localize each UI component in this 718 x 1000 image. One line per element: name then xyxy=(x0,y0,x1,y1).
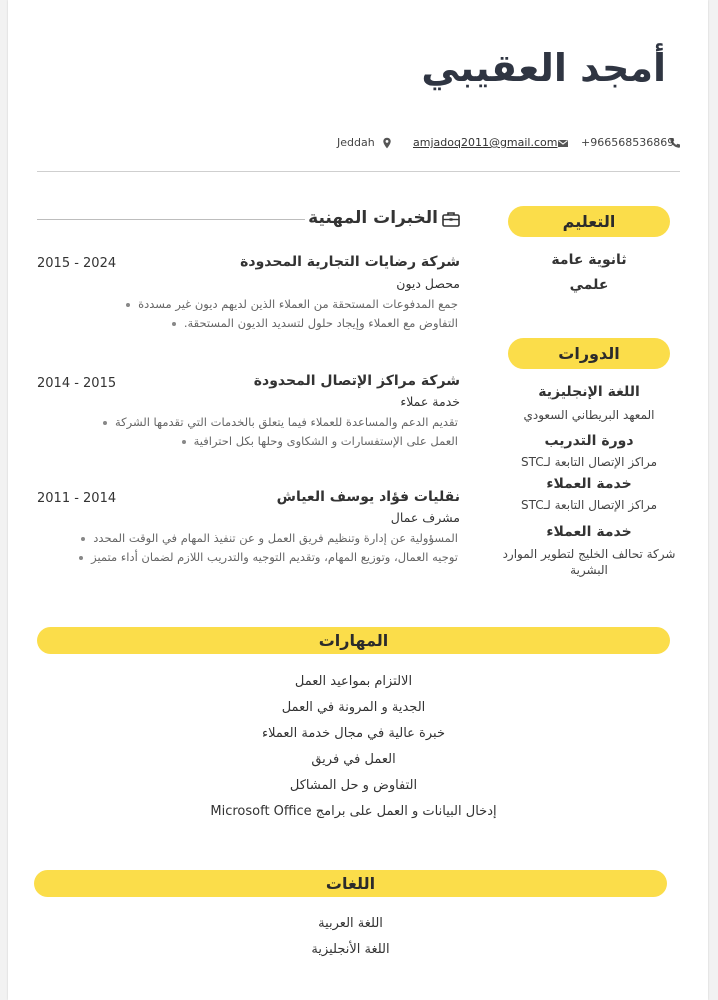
email-icon xyxy=(557,137,569,149)
job-role-2: خدمة عملاء xyxy=(400,394,460,409)
skill-item: إدخال البيانات و العمل على برامج Microsoft Office xyxy=(210,804,497,819)
candidate-name: أمجد العقيبي xyxy=(421,46,666,90)
job-bullet: العمل على الإستفسارات و الشكاوى وحلها بكل احترافية xyxy=(182,434,458,448)
job-years-1: 2015 - 2024 xyxy=(37,256,117,271)
experience-heading: الخبرات المهنية xyxy=(308,208,438,228)
language-item: اللغة العربية xyxy=(318,916,383,931)
courses-heading: الدورات xyxy=(508,338,670,369)
city: Jeddah xyxy=(337,136,375,149)
job-bullet: تقديم الدعم والمساعدة للعملاء فيما يتعلق بالخدمات التي تقدمها الشركة xyxy=(103,415,458,429)
course-title: اللغة الإنجليزية xyxy=(538,384,640,400)
briefcase-icon xyxy=(442,211,460,227)
language-item: اللغة الأنجليزية xyxy=(311,942,390,957)
skill-item: خبرة عالية في مجال خدمة العملاء xyxy=(261,726,445,741)
job-years-3: 2011 - 2014 xyxy=(37,491,117,506)
course-provider: مراكز الإتصال التابعة لـSTC xyxy=(520,498,658,512)
job-company-3: نقليات فؤاد يوسف العياش xyxy=(276,489,460,505)
job-company-2: شركة مراكز الإتصال المحدودة xyxy=(253,373,460,389)
course-provider: المعهد البريطاني السعودي xyxy=(523,408,655,422)
experience-divider xyxy=(37,219,305,220)
job-bullet: التفاوض مع العملاء وإيجاد حلول لتسديد الديون المستحقة. xyxy=(172,316,458,330)
header-divider xyxy=(37,171,680,172)
job-years-2: 2014 - 2015 xyxy=(37,376,117,391)
education-track: علمي xyxy=(569,277,609,293)
job-bullet: جمع المدفوعات المستحقة من العملاء الذين لديهم ديون غير مسددة xyxy=(126,297,458,311)
skill-item: العمل في فريق xyxy=(311,752,396,767)
phone-number: +966568536869 xyxy=(581,136,675,149)
course-title: دورة التدريب xyxy=(544,433,634,449)
course-provider: شركة تحالف الخليج لتطوير الموارد البشرية xyxy=(502,547,676,577)
course-title: خدمة العملاء xyxy=(546,524,632,540)
location-pin-icon xyxy=(381,137,393,149)
education-heading: التعليم xyxy=(508,206,670,237)
skills-heading: المهارات xyxy=(37,627,670,654)
job-role-1: محصل ديون xyxy=(396,276,460,291)
resume-page xyxy=(8,0,708,1000)
job-company-1: شركة رضايات التجارية المحدودة xyxy=(240,254,460,270)
skill-item: الجدية و المرونة في العمل xyxy=(281,700,426,715)
course-provider: مراكز الإتصال التابعة لـSTC xyxy=(520,455,658,469)
education-degree: ثانوية عامة xyxy=(551,252,627,268)
course-title: خدمة العملاء xyxy=(546,476,632,492)
skill-item: التفاوض و حل المشاكل xyxy=(289,778,418,793)
job-bullet: توجيه العمال، وتوزيع المهام، وتقديم التوجيه والتدريب اللازم لضمان أداء متميز xyxy=(79,550,458,564)
job-bullet: المسؤولية عن إدارة وتنظيم فريق العمل و عن تنفيذ المهام في الوقت المحدد xyxy=(81,531,458,545)
skill-item: الالتزام بمواعيد العمل xyxy=(294,674,413,689)
email-link[interactable]: amjadoq2011@gmail.com xyxy=(413,136,558,149)
languages-heading: اللغات xyxy=(34,870,667,897)
job-role-3: مشرف عمال xyxy=(390,510,460,525)
